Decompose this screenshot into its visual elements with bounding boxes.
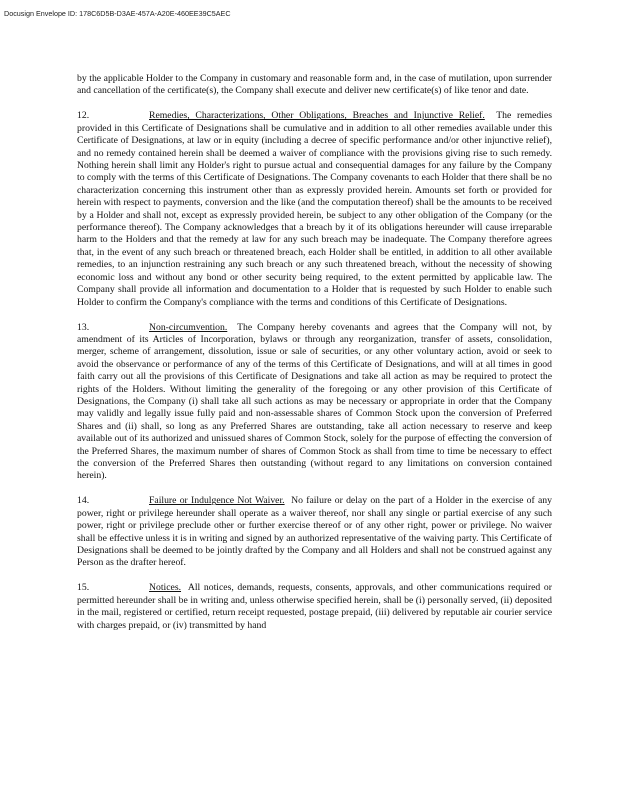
section-number: 13. <box>77 321 90 333</box>
paragraph-text: by the applicable Holder to the Company in customary and reasonable form and, in the case of mutilation, upon surrender and cancellation of the certificate(s), the Company shall execute and deliver new certificate(s) of like tenor and date. <box>77 73 552 97</box>
section-number: 12. <box>77 110 90 122</box>
section-heading: Remedies, Characterizations, Other Obligations, Breaches and Injunctive Relief. <box>149 110 485 122</box>
section-heading: Notices. <box>149 582 182 594</box>
envelope-id-line: Docusign Envelope ID: 178C6D5B-D3AE-457A-A20E-460EE39C5AEC <box>4 9 231 18</box>
section-14-failure-not-waiver <box>77 495 552 569</box>
section-12-remedies <box>77 110 552 309</box>
section-text: The Company hereby covenants and agrees that the Company will not, by amendment of its Articles of Incorporation, bylaws or through any reorganization, transfer of assets, consolidation, merger, scheme of arrangement, dissolution, issue or sale of securities, or any other voluntary action, avoid or seek to avoid the observance or performance of any of the terms of this Certificate of Designations, and will at all times in good faith carry out all the provisions of this Certificate of Designations and take all action as may be required to protect the rights of the Holders. Without limiting the generality of the foregoing or any other provision of this Certificate of Designations, the Company (i) shall take all such actions as may be necessary or appropriate in order that the Company may validly and legally issue fully paid and non-assessable shares of Common Stock upon the conversion of Preferred Shares and (ii) shall, so long as any Preferred Shares are outstanding, take all action necessary to reserve and keep available out of its authorized and unissued shares of Common Stock, solely for the purpose of effecting the conversion of the Preferred Shares, the maximum number of shares of Common Stock as shall from time to time be necessary to effect the conversion of the Preferred Shares then outstanding (without regard to any limitations on conversion contained herein). <box>77 321 552 482</box>
section-13-non-circumvention <box>77 322 552 483</box>
paragraph-continuation <box>77 73 552 98</box>
section-text: All notices, demands, requests, consents, approvals, and other communications required or permitted hereunder shall be in writing and, unless otherwise specified herein, shall be (i) personally served, (ii) deposited in the mail, registered or certified, return receipt requested, postage prepaid, (iii) delivered by reputable air courier service with charges prepaid, or (iv) transmitted by hand <box>77 582 553 631</box>
section-text: The remedies provided in this Certificate of Designations shall be cumulative and in addition to all other remedies available under this Certificate of Designations, at law or in equity (including a decree of specific performance and/or other injunctive relief), and no remedy contained herein shall be deemed a waiver of compliance with the provisions giving rise to such remedy. Nothing herein shall limit any Holder's right to pursue actual and consequential damages for any failure by the Company to comply with the terms of this Certificate of Designations. The Company covenants to each Holder that there shall be no characterization concerning this instrument other than as expressly provided herein. Amounts set forth or provided for herein with respect to payments, conversion and the like (and the computation thereof) shall be the amounts to be received by a Holder and shall not, except as expressly provided herein, be subject to any other obligation of the Company (or the performance thereof). The Company acknowledges that a breach by it of its obligations hereunder will cause irreparable harm to the Holders and that the remedy at law for any such breach may be inadequate. The Company therefore agrees that, in the event of any such breach or threatened breach, each Holder shall be entitled, in addition to all other available remedies, to an injunction restraining any such breach or any such threatened breach, without the necessity of showing economic loss and without any bond or other security being required, to the extent permitted by applicable law. The Company shall provide all information and documentation to a Holder that is requested by such Holder to enable such Holder to confirm the Company's compliance with the terms and conditions of this Certificate of Designations. <box>77 110 553 308</box>
section-heading: Non-circumvention. <box>149 321 228 333</box>
section-number: 14. <box>77 495 90 507</box>
section-text: No failure or delay on the part of a Holder in the exercise of any power, right or privilege hereunder shall operate as a waiver thereof, nor shall any single or partial exercise of any such power, right or privilege preclude other or further exercise thereof or of any other right, power or privilege. No waiver shall be effective unless it is in writing and signed by an authorized representative of the waiving party. This Certificate of Designations shall be deemed to be jointly drafted by the Company and all Holders and shall not be construed against any Person as the drafter hereof. <box>77 495 552 569</box>
section-heading: Failure or Indulgence Not Waiver. <box>149 495 285 507</box>
document-body <box>77 73 552 645</box>
section-15-notices <box>77 582 552 632</box>
section-number: 15. <box>77 582 90 594</box>
